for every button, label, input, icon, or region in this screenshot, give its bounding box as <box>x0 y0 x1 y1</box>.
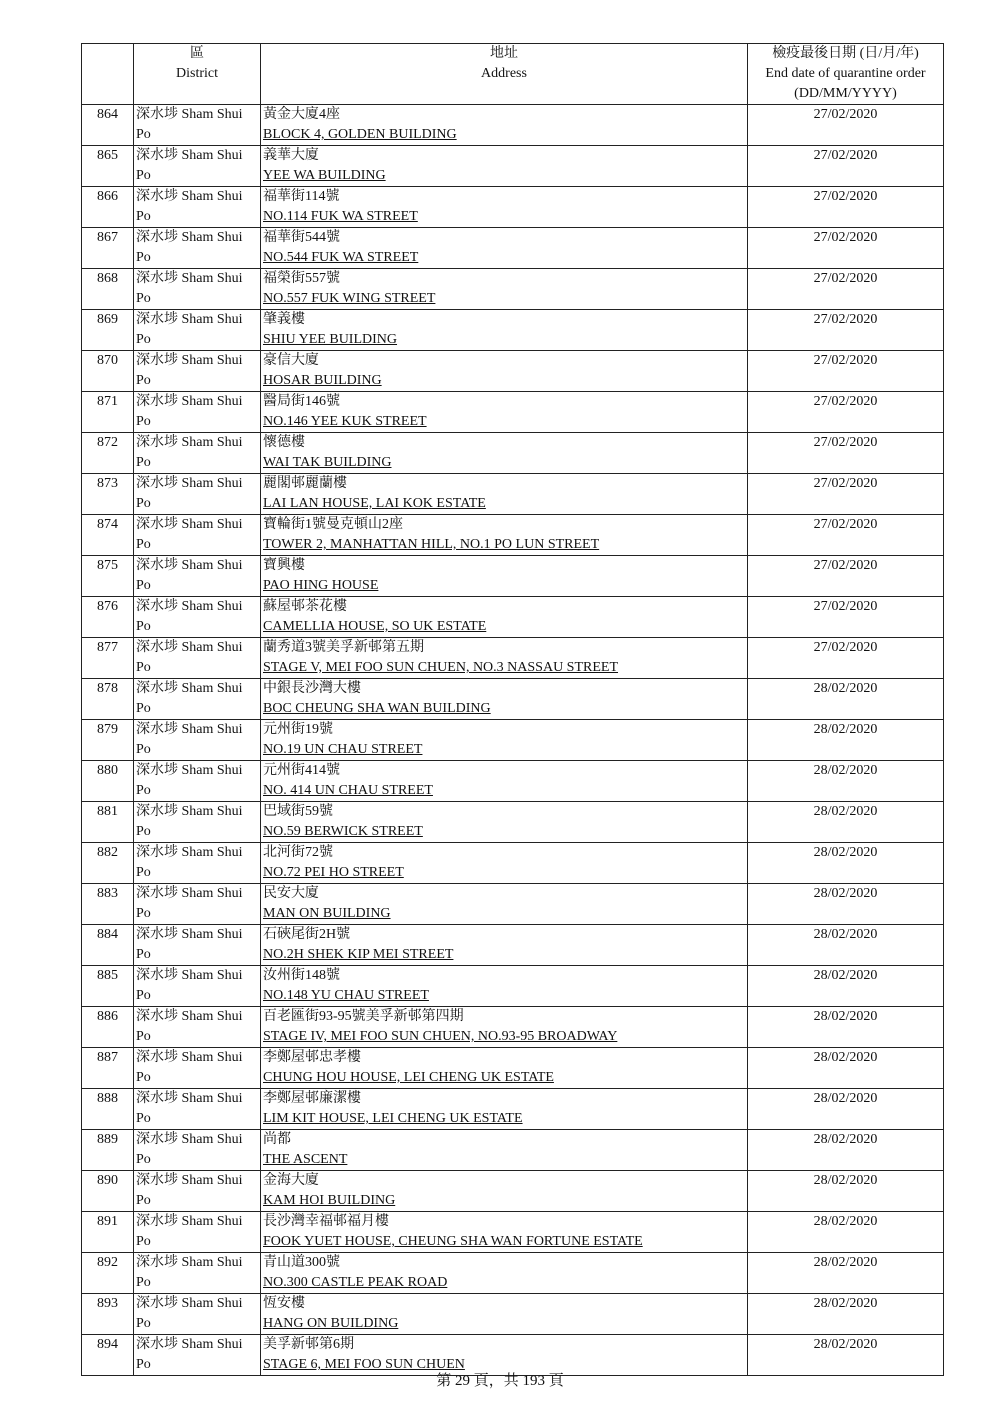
row-address-zh: 恆安樓 <box>263 1296 305 1311</box>
table-row <box>82 474 944 515</box>
row-address-en: NO.557 FUK WING STREET <box>263 291 436 306</box>
row-number: 893 <box>82 1294 134 1335</box>
row-address-zh: 蘇屋邨茶花樓 <box>263 599 347 614</box>
row-address-en: WAI TAK BUILDING <box>263 455 392 470</box>
table-row <box>82 638 944 679</box>
row-district <box>134 1212 261 1253</box>
row-district <box>134 884 261 925</box>
table-row <box>82 310 944 351</box>
row-district-zh: 深水埗 Sham Shui <box>136 599 243 614</box>
row-end-date: 28/02/2020 <box>748 843 944 884</box>
page-number: 第 29 頁，共 193 頁 <box>436 1373 564 1389</box>
row-district-en: Po <box>136 1111 151 1126</box>
row-address <box>261 105 748 146</box>
row-district-zh: 深水埗 Sham Shui <box>136 804 243 819</box>
row-address <box>261 679 748 720</box>
row-district-zh: 深水埗 Sham Shui <box>136 271 243 286</box>
row-address-en: HANG ON BUILDING <box>263 1316 399 1331</box>
row-number: 878 <box>82 679 134 720</box>
row-district-en: Po <box>136 824 151 839</box>
row-district-en: Po <box>136 455 151 470</box>
row-end-date: 28/02/2020 <box>748 720 944 761</box>
row-number: 875 <box>82 556 134 597</box>
table-row <box>82 146 944 187</box>
row-address-zh: 黃金大廈4座 <box>263 107 340 122</box>
row-end-date: 27/02/2020 <box>748 638 944 679</box>
row-address <box>261 1130 748 1171</box>
row-number: 872 <box>82 433 134 474</box>
row-district-en: Po <box>136 291 151 306</box>
row-end-date: 28/02/2020 <box>748 925 944 966</box>
header-address-zh: 地址 <box>490 46 518 61</box>
row-number: 876 <box>82 597 134 638</box>
row-district <box>134 638 261 679</box>
row-end-date: 28/02/2020 <box>748 1212 944 1253</box>
table-row <box>82 1130 944 1171</box>
row-address-zh: 長沙灣幸福邨福月樓 <box>263 1214 389 1229</box>
row-address-en: NO.300 CASTLE PEAK ROAD <box>263 1275 448 1290</box>
row-address <box>261 1294 748 1335</box>
table-row <box>82 515 944 556</box>
row-district-zh: 深水埗 Sham Shui <box>136 1091 243 1106</box>
row-number: 871 <box>82 392 134 433</box>
row-address-en: HOSAR BUILDING <box>263 373 382 388</box>
row-address <box>261 638 748 679</box>
row-end-date: 28/02/2020 <box>748 1335 944 1376</box>
row-address-en: YEE WA BUILDING <box>263 168 386 183</box>
row-district <box>134 720 261 761</box>
row-end-date: 27/02/2020 <box>748 597 944 638</box>
row-address-zh: 北河街72號 <box>263 845 333 860</box>
row-district <box>134 966 261 1007</box>
row-address-zh: 美孚新邨第6期 <box>263 1337 354 1352</box>
row-district-en: Po <box>136 1234 151 1249</box>
row-district-zh: 深水埗 Sham Shui <box>136 107 243 122</box>
row-address-en: NO.148 YU CHAU STREET <box>263 988 429 1003</box>
row-address <box>261 1007 748 1048</box>
row-district-en: Po <box>136 373 151 388</box>
row-address-en: STAGE IV, MEI FOO SUN CHUEN, NO.93-95 BROADWAY <box>263 1029 618 1044</box>
row-address <box>261 1048 748 1089</box>
row-end-date: 28/02/2020 <box>748 1048 944 1089</box>
row-district <box>134 187 261 228</box>
row-district-zh: 深水埗 Sham Shui <box>136 886 243 901</box>
table-row <box>82 228 944 269</box>
header-district <box>134 44 261 105</box>
row-district-en: Po <box>136 947 151 962</box>
row-address-zh: 李鄭屋邨忠孝樓 <box>263 1050 361 1065</box>
row-address-en: CHUNG HOU HOUSE, LEI CHENG UK ESTATE <box>263 1070 554 1085</box>
row-number: 870 <box>82 351 134 392</box>
row-number: 865 <box>82 146 134 187</box>
row-district-zh: 深水埗 Sham Shui <box>136 230 243 245</box>
header-row <box>82 44 944 105</box>
row-number: 877 <box>82 638 134 679</box>
row-address <box>261 925 748 966</box>
row-district <box>134 1294 261 1335</box>
row-district-zh: 深水埗 Sham Shui <box>136 1009 243 1024</box>
row-number: 890 <box>82 1171 134 1212</box>
row-district-zh: 深水埗 Sham Shui <box>136 1296 243 1311</box>
row-number: 881 <box>82 802 134 843</box>
row-address-en: LIM KIT HOUSE, LEI CHENG UK ESTATE <box>263 1111 523 1126</box>
table-row <box>82 1048 944 1089</box>
row-end-date: 27/02/2020 <box>748 433 944 474</box>
row-address-zh: 寶興樓 <box>263 558 305 573</box>
row-address-en: MAN ON BUILDING <box>263 906 391 921</box>
row-number: 867 <box>82 228 134 269</box>
header-date <box>748 44 944 105</box>
table-row <box>82 925 944 966</box>
row-district-en: Po <box>136 660 151 675</box>
row-district-zh: 深水埗 Sham Shui <box>136 558 243 573</box>
row-district-en: Po <box>136 701 151 716</box>
row-address-zh: 元州街414號 <box>263 763 340 778</box>
header-date-en: End date of quarantine order <box>765 66 926 81</box>
row-address <box>261 269 748 310</box>
row-district-en: Po <box>136 865 151 880</box>
row-address-zh: 青山道300號 <box>263 1255 340 1270</box>
row-number: 868 <box>82 269 134 310</box>
row-end-date: 27/02/2020 <box>748 515 944 556</box>
row-address <box>261 433 748 474</box>
row-number: 891 <box>82 1212 134 1253</box>
row-district-zh: 深水埗 Sham Shui <box>136 1337 243 1352</box>
table-row <box>82 679 944 720</box>
row-district-zh: 深水埗 Sham Shui <box>136 640 243 655</box>
row-number: 869 <box>82 310 134 351</box>
row-district <box>134 597 261 638</box>
row-district-en: Po <box>136 332 151 347</box>
row-address <box>261 966 748 1007</box>
table-row <box>82 884 944 925</box>
row-district <box>134 761 261 802</box>
row-district-en: Po <box>136 578 151 593</box>
row-end-date: 27/02/2020 <box>748 187 944 228</box>
row-address-zh: 福華街114號 <box>263 189 340 204</box>
row-address <box>261 720 748 761</box>
header-district-zh: 區 <box>190 46 204 61</box>
row-end-date: 27/02/2020 <box>748 474 944 515</box>
row-number: 888 <box>82 1089 134 1130</box>
table-row <box>82 843 944 884</box>
row-end-date: 27/02/2020 <box>748 556 944 597</box>
row-address-zh: 懷德樓 <box>263 435 305 450</box>
row-address <box>261 1171 748 1212</box>
row-address-zh: 醫局街146號 <box>263 394 340 409</box>
header-district-en: District <box>176 66 218 81</box>
row-address <box>261 474 748 515</box>
row-district <box>134 1171 261 1212</box>
row-district <box>134 228 261 269</box>
row-address-en: BOC CHEUNG SHA WAN BUILDING <box>263 701 491 716</box>
row-number: 889 <box>82 1130 134 1171</box>
table-row <box>82 966 944 1007</box>
row-end-date: 27/02/2020 <box>748 351 944 392</box>
row-address-en: NO.114 FUK WA STREET <box>263 209 418 224</box>
row-district <box>134 843 261 884</box>
row-district-en: Po <box>136 1029 151 1044</box>
row-address-en: TOWER 2, MANHATTAN HILL, NO.1 PO LUN STREET <box>263 537 600 552</box>
row-address <box>261 310 748 351</box>
table-row <box>82 1089 944 1130</box>
row-district-zh: 深水埗 Sham Shui <box>136 394 243 409</box>
row-district <box>134 679 261 720</box>
table-row <box>82 105 944 146</box>
row-address-zh: 蘭秀道3號美孚新邨第五期 <box>263 640 424 655</box>
row-end-date: 28/02/2020 <box>748 761 944 802</box>
row-address-zh: 尚都 <box>263 1132 291 1147</box>
row-address <box>261 884 748 925</box>
header-date-format: (DD/MM/YYYY) <box>794 86 897 101</box>
row-address-en: THE ASCENT <box>263 1152 348 1167</box>
row-district-en: Po <box>136 1316 151 1331</box>
row-address-zh: 寶輪街1號曼克頓山2座 <box>263 517 403 532</box>
row-end-date: 27/02/2020 <box>748 392 944 433</box>
row-address <box>261 392 748 433</box>
row-district-zh: 深水埗 Sham Shui <box>136 1050 243 1065</box>
row-district-en: Po <box>136 496 151 511</box>
row-district-zh: 深水埗 Sham Shui <box>136 148 243 163</box>
table-row <box>82 1294 944 1335</box>
row-number: 883 <box>82 884 134 925</box>
row-address <box>261 1089 748 1130</box>
row-district <box>134 1130 261 1171</box>
row-address-en: STAGE 6, MEI FOO SUN CHUEN <box>263 1357 465 1372</box>
row-district-en: Po <box>136 619 151 634</box>
row-address-zh: 金海大廈 <box>263 1173 319 1188</box>
row-district-en: Po <box>136 783 151 798</box>
row-address-zh: 豪信大廈 <box>263 353 319 368</box>
row-district <box>134 802 261 843</box>
row-district-en: Po <box>136 1357 151 1372</box>
row-district-zh: 深水埗 Sham Shui <box>136 845 243 860</box>
row-address-zh: 肇義樓 <box>263 312 305 327</box>
row-address <box>261 1253 748 1294</box>
row-address-en: PAO HING HOUSE <box>263 578 379 593</box>
row-address-zh: 石硤尾街2H號 <box>263 927 351 942</box>
row-number: 894 <box>82 1335 134 1376</box>
row-district-en: Po <box>136 209 151 224</box>
row-end-date: 27/02/2020 <box>748 105 944 146</box>
row-district-en: Po <box>136 414 151 429</box>
row-district-zh: 深水埗 Sham Shui <box>136 476 243 491</box>
header-address-en: Address <box>481 66 527 81</box>
table-row <box>82 597 944 638</box>
row-address-en: NO.19 UN CHAU STREET <box>263 742 423 757</box>
table-row <box>82 1253 944 1294</box>
row-district-en: Po <box>136 168 151 183</box>
row-district-en: Po <box>136 988 151 1003</box>
row-number: 887 <box>82 1048 134 1089</box>
row-address-en: NO.146 YEE KUK STREET <box>263 414 427 429</box>
table-row <box>82 556 944 597</box>
row-district <box>134 556 261 597</box>
row-address <box>261 843 748 884</box>
quarantine-table <box>81 43 944 1376</box>
table-row <box>82 1171 944 1212</box>
row-end-date: 27/02/2020 <box>748 146 944 187</box>
row-district <box>134 474 261 515</box>
row-district-en: Po <box>136 1193 151 1208</box>
row-end-date: 28/02/2020 <box>748 1253 944 1294</box>
row-district-en: Po <box>136 1070 151 1085</box>
table-row <box>82 187 944 228</box>
row-district-zh: 深水埗 Sham Shui <box>136 1173 243 1188</box>
row-address <box>261 228 748 269</box>
row-address-zh: 元州街19號 <box>263 722 333 737</box>
row-number: 886 <box>82 1007 134 1048</box>
row-district-zh: 深水埗 Sham Shui <box>136 1214 243 1229</box>
table-row <box>82 802 944 843</box>
row-district <box>134 392 261 433</box>
table-row <box>82 433 944 474</box>
row-district-zh: 深水埗 Sham Shui <box>136 763 243 778</box>
row-number: 879 <box>82 720 134 761</box>
row-district-en: Po <box>136 742 151 757</box>
row-address <box>261 146 748 187</box>
row-district <box>134 146 261 187</box>
row-address <box>261 597 748 638</box>
row-address-en: STAGE V, MEI FOO SUN CHUEN, NO.3 NASSAU STREET <box>263 660 619 675</box>
row-end-date: 28/02/2020 <box>748 1007 944 1048</box>
row-district-zh: 深水埗 Sham Shui <box>136 312 243 327</box>
row-address-en: NO.72 PEI HO STREET <box>263 865 404 880</box>
row-district-zh: 深水埗 Sham Shui <box>136 681 243 696</box>
row-district-zh: 深水埗 Sham Shui <box>136 927 243 942</box>
row-end-date: 27/02/2020 <box>748 310 944 351</box>
row-number: 880 <box>82 761 134 802</box>
row-address-en: FOOK YUET HOUSE, CHEUNG SHA WAN FORTUNE ESTATE <box>263 1234 643 1249</box>
row-address-en: LAI LAN HOUSE, LAI KOK ESTATE <box>263 496 486 511</box>
row-district-en: Po <box>136 906 151 921</box>
row-address-en: NO. 414 UN CHAU STREET <box>263 783 433 798</box>
row-address <box>261 1212 748 1253</box>
row-number: 874 <box>82 515 134 556</box>
row-end-date: 28/02/2020 <box>748 802 944 843</box>
table-row <box>82 351 944 392</box>
table-row <box>82 392 944 433</box>
row-address-en: SHIU YEE BUILDING <box>263 332 398 347</box>
header-address <box>261 44 748 105</box>
row-end-date: 27/02/2020 <box>748 228 944 269</box>
row-end-date: 28/02/2020 <box>748 966 944 1007</box>
row-district <box>134 351 261 392</box>
table-row <box>82 269 944 310</box>
row-address-en: KAM HOI BUILDING <box>263 1193 396 1208</box>
row-district-en: Po <box>136 250 151 265</box>
row-district-en: Po <box>136 127 151 142</box>
row-district-zh: 深水埗 Sham Shui <box>136 189 243 204</box>
row-address-zh: 李鄭屋邨廉潔樓 <box>263 1091 361 1106</box>
row-end-date: 28/02/2020 <box>748 679 944 720</box>
row-address <box>261 515 748 556</box>
row-end-date: 28/02/2020 <box>748 1294 944 1335</box>
row-district-en: Po <box>136 1275 151 1290</box>
row-address-zh: 汝州街148號 <box>263 968 340 983</box>
row-district-en: Po <box>136 537 151 552</box>
row-address-zh: 福華街544號 <box>263 230 340 245</box>
row-district <box>134 105 261 146</box>
row-district-zh: 深水埗 Sham Shui <box>136 968 243 983</box>
row-address-en: NO.2H SHEK KIP MEI STREET <box>263 947 454 962</box>
row-district-zh: 深水埗 Sham Shui <box>136 1255 243 1270</box>
header-number <box>82 44 134 105</box>
table-row <box>82 761 944 802</box>
row-district <box>134 1007 261 1048</box>
row-district <box>134 269 261 310</box>
row-address-en: NO.544 FUK WA STREET <box>263 250 419 265</box>
row-address <box>261 351 748 392</box>
row-number: 882 <box>82 843 134 884</box>
row-number: 873 <box>82 474 134 515</box>
row-address-zh: 巴域街59號 <box>263 804 333 819</box>
row-district <box>134 310 261 351</box>
row-end-date: 28/02/2020 <box>748 1171 944 1212</box>
table-row <box>82 720 944 761</box>
row-district-zh: 深水埗 Sham Shui <box>136 435 243 450</box>
row-address-zh: 百老匯街93-95號美孚新邨第四期 <box>263 1009 464 1024</box>
row-address <box>261 802 748 843</box>
row-end-date: 28/02/2020 <box>748 1089 944 1130</box>
row-number: 884 <box>82 925 134 966</box>
row-district-zh: 深水埗 Sham Shui <box>136 722 243 737</box>
row-address-zh: 民安大廈 <box>263 886 319 901</box>
row-district-en: Po <box>136 1152 151 1167</box>
row-address-zh: 麗閣邨麗蘭樓 <box>263 476 347 491</box>
table-row <box>82 1212 944 1253</box>
row-district <box>134 925 261 966</box>
row-number: 864 <box>82 105 134 146</box>
row-end-date: 27/02/2020 <box>748 269 944 310</box>
row-district <box>134 1253 261 1294</box>
row-district-zh: 深水埗 Sham Shui <box>136 1132 243 1147</box>
row-address-en: BLOCK 4, GOLDEN BUILDING <box>263 127 457 142</box>
row-address-zh: 中銀長沙灣大樓 <box>263 681 361 696</box>
row-address-en: NO.59 BERWICK STREET <box>263 824 423 839</box>
row-district <box>134 515 261 556</box>
row-number: 866 <box>82 187 134 228</box>
row-number: 892 <box>82 1253 134 1294</box>
row-address-zh: 福榮街557號 <box>263 271 340 286</box>
row-district-zh: 深水埗 Sham Shui <box>136 353 243 368</box>
row-address <box>261 187 748 228</box>
row-district-zh: 深水埗 Sham Shui <box>136 517 243 532</box>
row-address-en: CAMELLIA HOUSE, SO UK ESTATE <box>263 619 487 634</box>
row-district <box>134 1048 261 1089</box>
header-date-zh: 檢疫最後日期 (日/月/年) <box>772 46 919 61</box>
row-address-zh: 義華大廈 <box>263 148 319 163</box>
row-end-date: 28/02/2020 <box>748 1130 944 1171</box>
row-address <box>261 556 748 597</box>
row-district <box>134 433 261 474</box>
row-number: 885 <box>82 966 134 1007</box>
table-row <box>82 1007 944 1048</box>
row-end-date: 28/02/2020 <box>748 884 944 925</box>
row-district <box>134 1089 261 1130</box>
row-address <box>261 761 748 802</box>
